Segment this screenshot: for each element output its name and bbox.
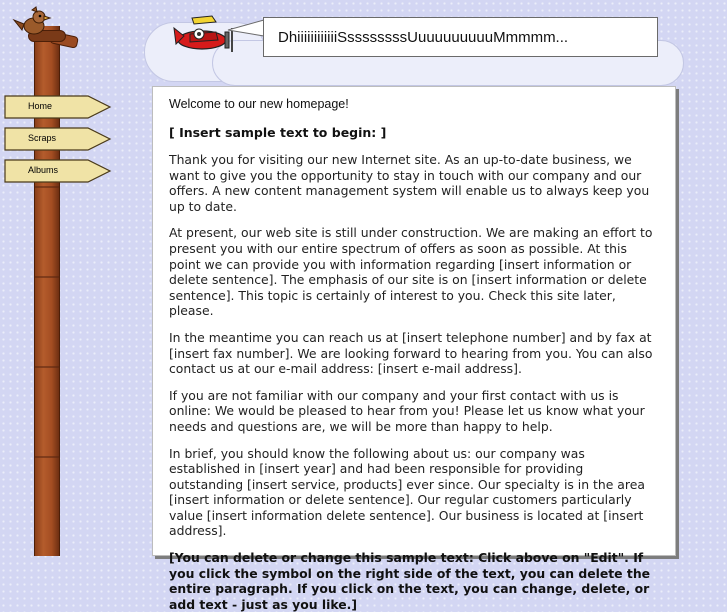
nav-scraps-label: Scraps bbox=[28, 133, 57, 143]
edit-instructions: [You can delete or change this sample text: Click above on "Edit". If you click the symbol on the right side of the text, you can delete the entire paragraph. If you click on the text, you can change, delete, or add text - just as you like.] bbox=[169, 550, 651, 612]
paragraph: In the meantime you can reach us at [insert telephone number] and by fax at [insert fax number]. We are looking forward to hearing from you. You can also contact us at our e-mail address: [insert e-mail address]. bbox=[169, 329, 653, 377]
nav-albums-label: Albums bbox=[28, 165, 59, 175]
nav-scraps[interactable] bbox=[4, 126, 110, 150]
arrow-sign-shape bbox=[4, 94, 112, 120]
paragraph: Thank you for visiting our new Internet site. As an up-to-date business, we want to give you the opportunity to stay in touch with our company and our offers. A new content management system will enable us to always keep you up to date. bbox=[169, 152, 650, 214]
nav-home[interactable] bbox=[4, 94, 110, 118]
paragraph: If you are not familiar with our company and your first contact with us is online: We would be pleased to hear from you! Please let us know what your needs and questions are, we will be more than happy to help. bbox=[169, 387, 645, 434]
paragraph: In brief, you should know the following about us: our company was established in [insert year] and had been responsible for providing outstanding [insert service, products] ever since. Our specialty is in the area [insert information or delete sentence]. Our regular customers particularly value [insert information delete sentence]. Our business is located at [insert address]. bbox=[169, 445, 645, 539]
paragraph: At present, our web site is still under construction. We are making an effort to present you with our entire spectrum of offers as soon as possible. At this point we can provide you with information regarding [insert information or delete sentence]. The emphasis of our site is on [insert information or delete sentence]. This topic is certainly of interest to you. Check this site later, please. bbox=[169, 225, 653, 319]
nav-albums[interactable] bbox=[4, 158, 110, 182]
main-content bbox=[152, 86, 676, 612]
header-tagline: DhiiiiiiiiiiiiSssssssssUuuuuuuuuuMmmmm... bbox=[263, 17, 658, 57]
bird-icon bbox=[12, 6, 52, 40]
nav-home-label: Home bbox=[28, 101, 53, 111]
bubble-tail bbox=[226, 18, 266, 38]
arrow-sign-shape bbox=[4, 126, 112, 152]
welcome-title: Welcome to our new homepage! bbox=[169, 97, 349, 111]
sample-heading: [ Insert sample text to begin: ] bbox=[169, 125, 387, 140]
